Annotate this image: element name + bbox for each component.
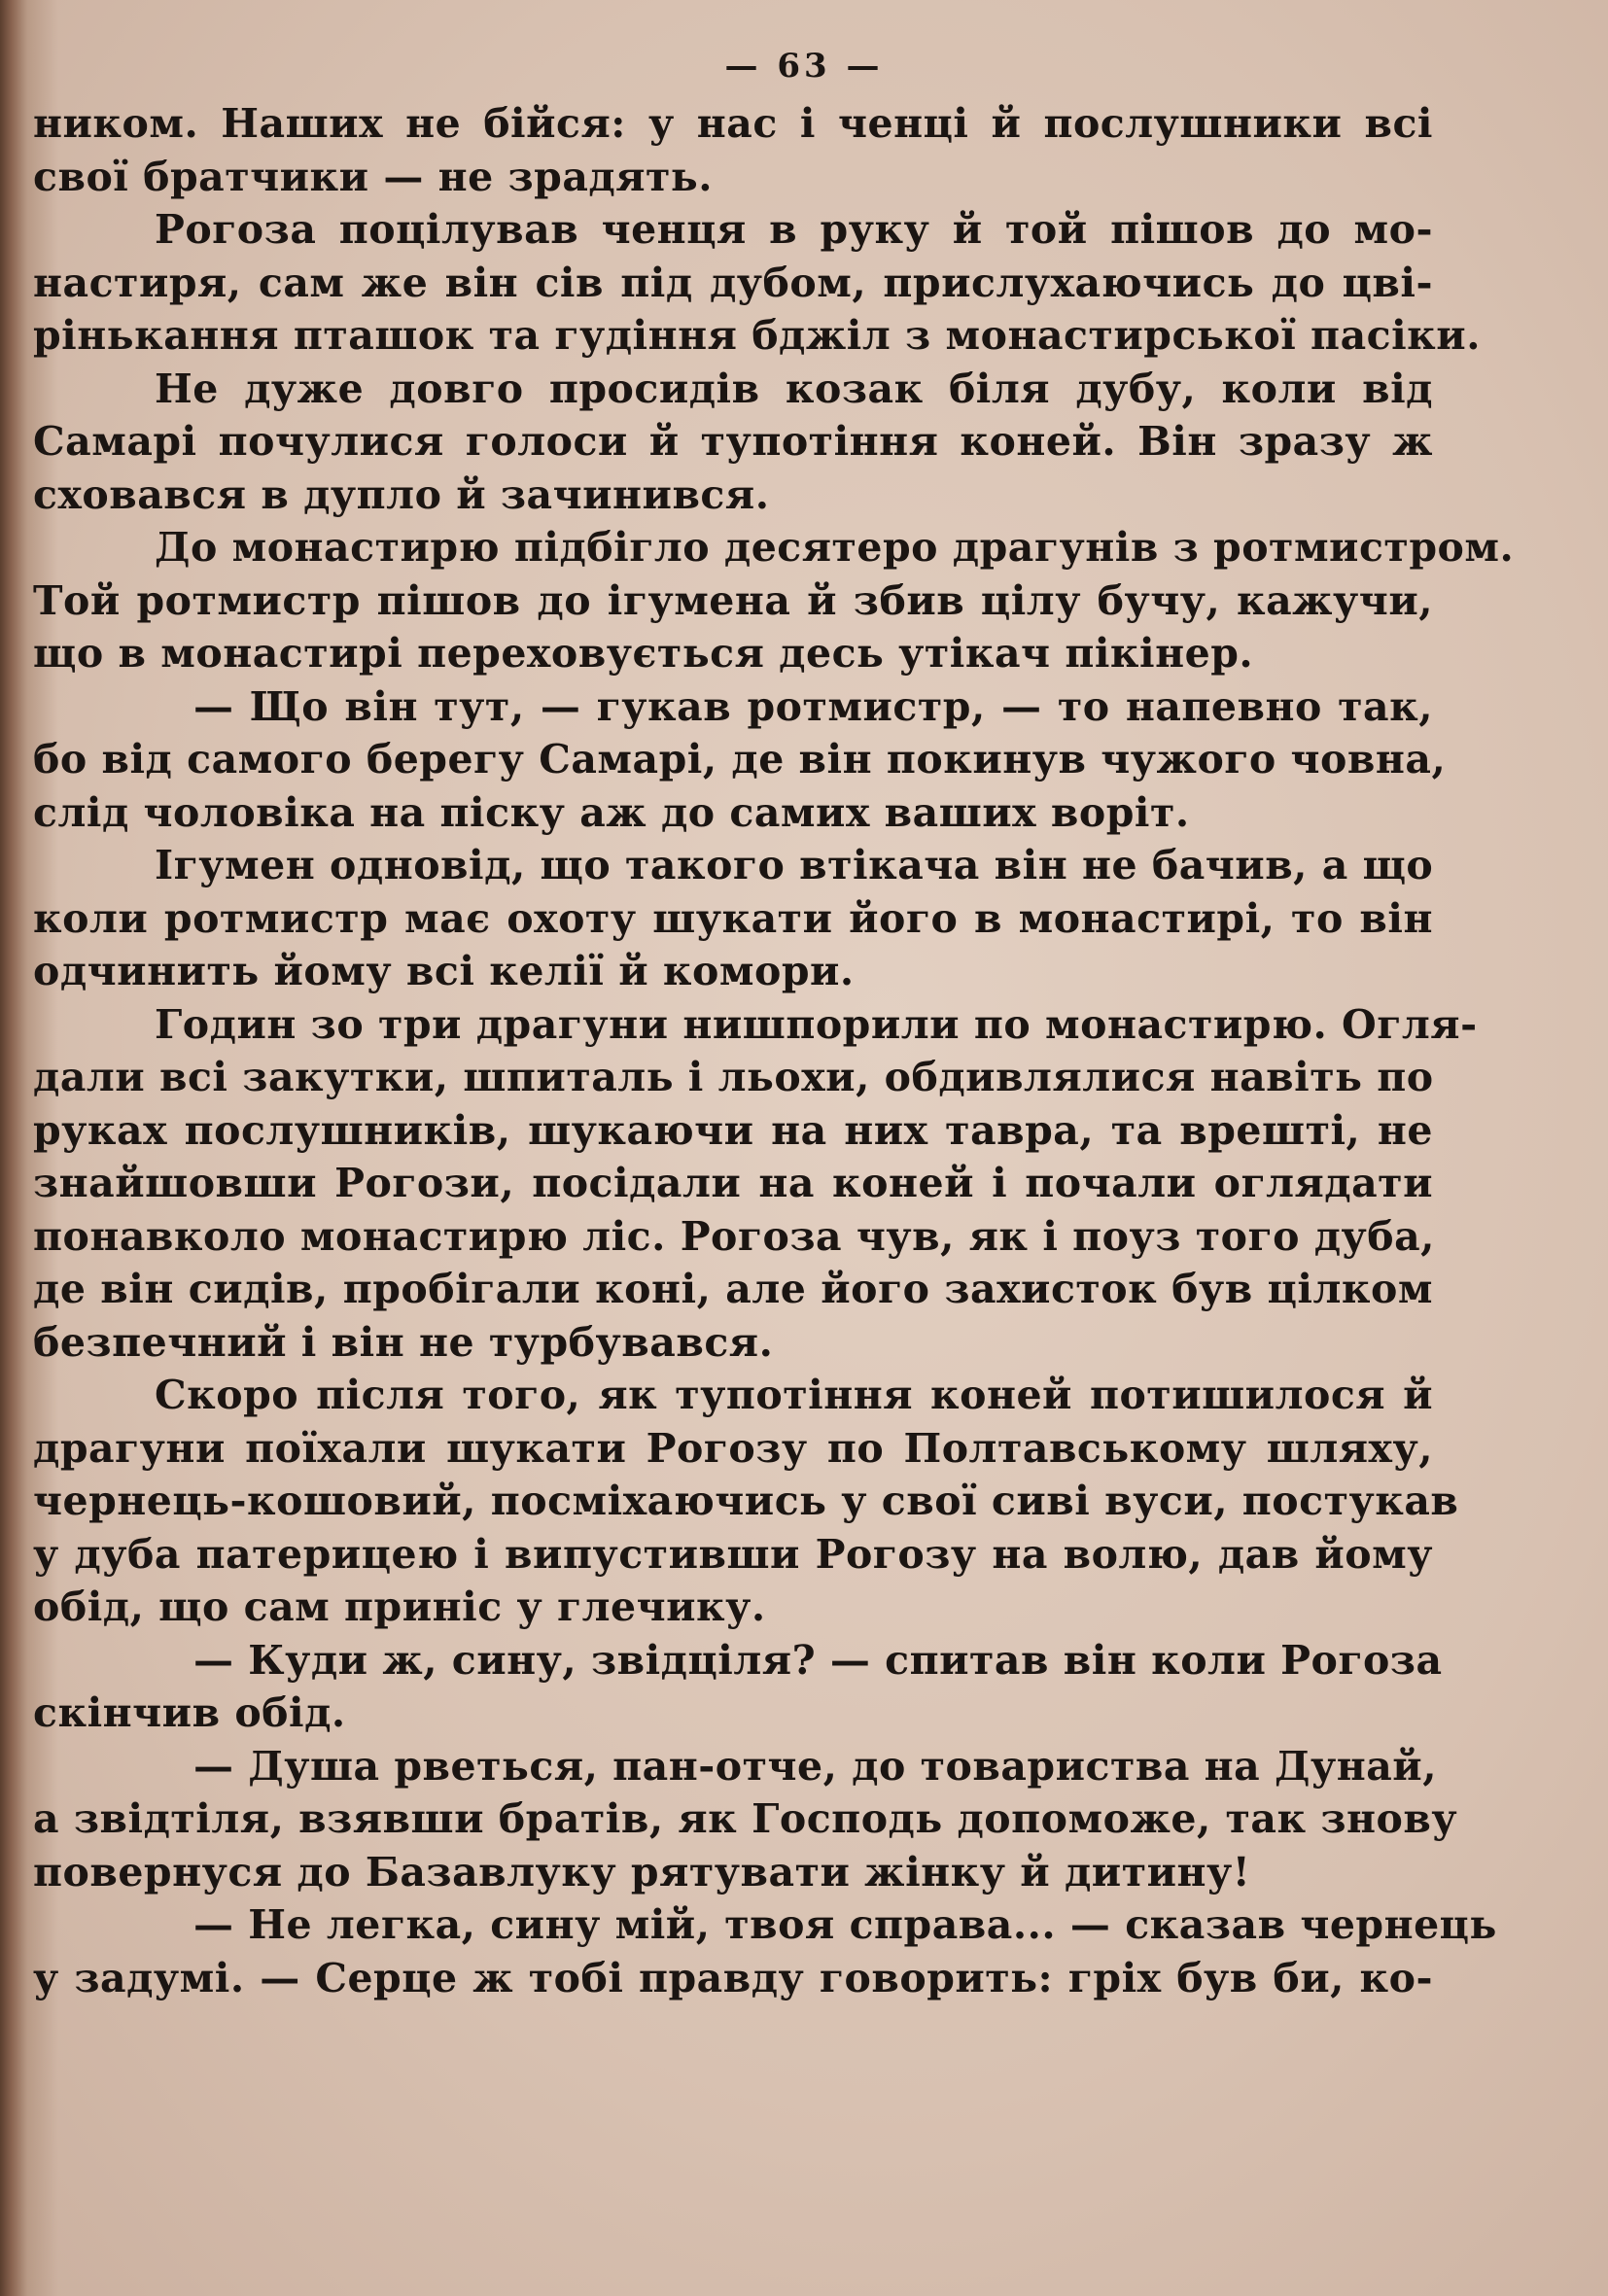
text-line: повернуся до Базавлуку рятувати жінку й дитину! [33, 1848, 1251, 1896]
text-line: свої братчики — не зрадять. [33, 153, 714, 200]
text-line: Годин зо три драгуни нишпорили по монастирю. Огля- [155, 1000, 1478, 1048]
text-line: знайшовши Рогози, посідали на коней і почали оглядати [33, 1160, 1433, 1206]
text-line: чернець-кошовий, посміхаючись у свої сиві вуси, постукав [33, 1478, 1459, 1524]
text-line: До монастирю підбігло десятеро драгунів з ротмистром. [155, 524, 1515, 571]
text-line: — Що він тут, — гукав ротмистр, — то напевно так, [193, 682, 1433, 730]
text-line: рінькання пташок та гудіння бджіл з монастирської пасіки. [33, 312, 1481, 359]
text-line: у задумі. — Серце ж тобі правду говорить: гріх був би, ко- [33, 1954, 1433, 2001]
text-line: скінчив обід. [33, 1689, 346, 1736]
text-line: слід чоловіка на піску аж до самих ваших воріт. [33, 788, 1190, 836]
text-line: безпечний і він не турбувався. [33, 1318, 774, 1366]
text-line: руках послушників, шукаючи на них тавра, та врешті, не [33, 1106, 1433, 1154]
text-line: коли ротмистр має охоту шукати його в монастирі, то він [33, 894, 1433, 942]
text-line: — Душа рветься, пан-отче, до товариства на Дунай, [193, 1742, 1437, 1790]
text-line: Самарі почулися голоси й тупотіння коней. Він зразу ж [33, 418, 1433, 465]
text-line: Не дуже довго просидів козак біля дубу, коли від [155, 365, 1433, 412]
text-line: Ігумен одновід, що такого втікача він не бачив, а що [155, 842, 1434, 888]
text-line: одчинить йому всі келії й комори. [33, 948, 855, 994]
text-line: Рогоза поцілував ченця в руку й той пішов до мо- [155, 206, 1433, 253]
text-line: а звідтіля, взявши братів, як Господь допоможе, так знову [33, 1795, 1458, 1842]
text-line: бо від самого берегу Самарі, де він покинув чужого човна, [33, 736, 1447, 783]
text-line: Той ротмистр пішов до ігумена й збив цілу бучу, кажучи, [33, 576, 1433, 624]
text-line: що в монастирі переховується десь утікач пікінер. [33, 630, 1254, 677]
text-line: — Не легка, сину мій, твоя справа... — сказав чернець [193, 1901, 1497, 1948]
text-line: сховався в дупло й зачинився. [33, 470, 770, 518]
text-line: — Куди ж, сину, звідціля? — спитав він коли Рогоза [193, 1636, 1443, 1684]
text-line: драгуни поїхали шукати Рогозу по Полтавському шляху, [33, 1424, 1433, 1472]
text-line: обід, що сам приніс у глечику. [33, 1583, 766, 1630]
text-line: ником. Наших не бійся: у нас і ченці й послушники всі [33, 100, 1433, 147]
text-line: настиря, сам же він сів під дубом, прислухаючись до цві- [33, 259, 1433, 306]
text-line: дали всі закутки, шпиталь і льохи, обдивлялися навіть по [33, 1054, 1434, 1100]
body-text [33, 97, 1515, 2004]
text-line: Скоро після того, як тупотіння коней потишилося й [155, 1372, 1433, 1418]
text-line: у дуба патерицею і випустивши Рогозу на волю, дав йому [33, 1530, 1433, 1578]
text-line: де він сидів, пробігали коні, але його захисток був цілком [33, 1266, 1433, 1312]
page-number: — 63 — [724, 47, 884, 86]
text-line: понавколо монастирю ліс. Рогоза чув, як і поуз того дуба, [33, 1212, 1435, 1260]
